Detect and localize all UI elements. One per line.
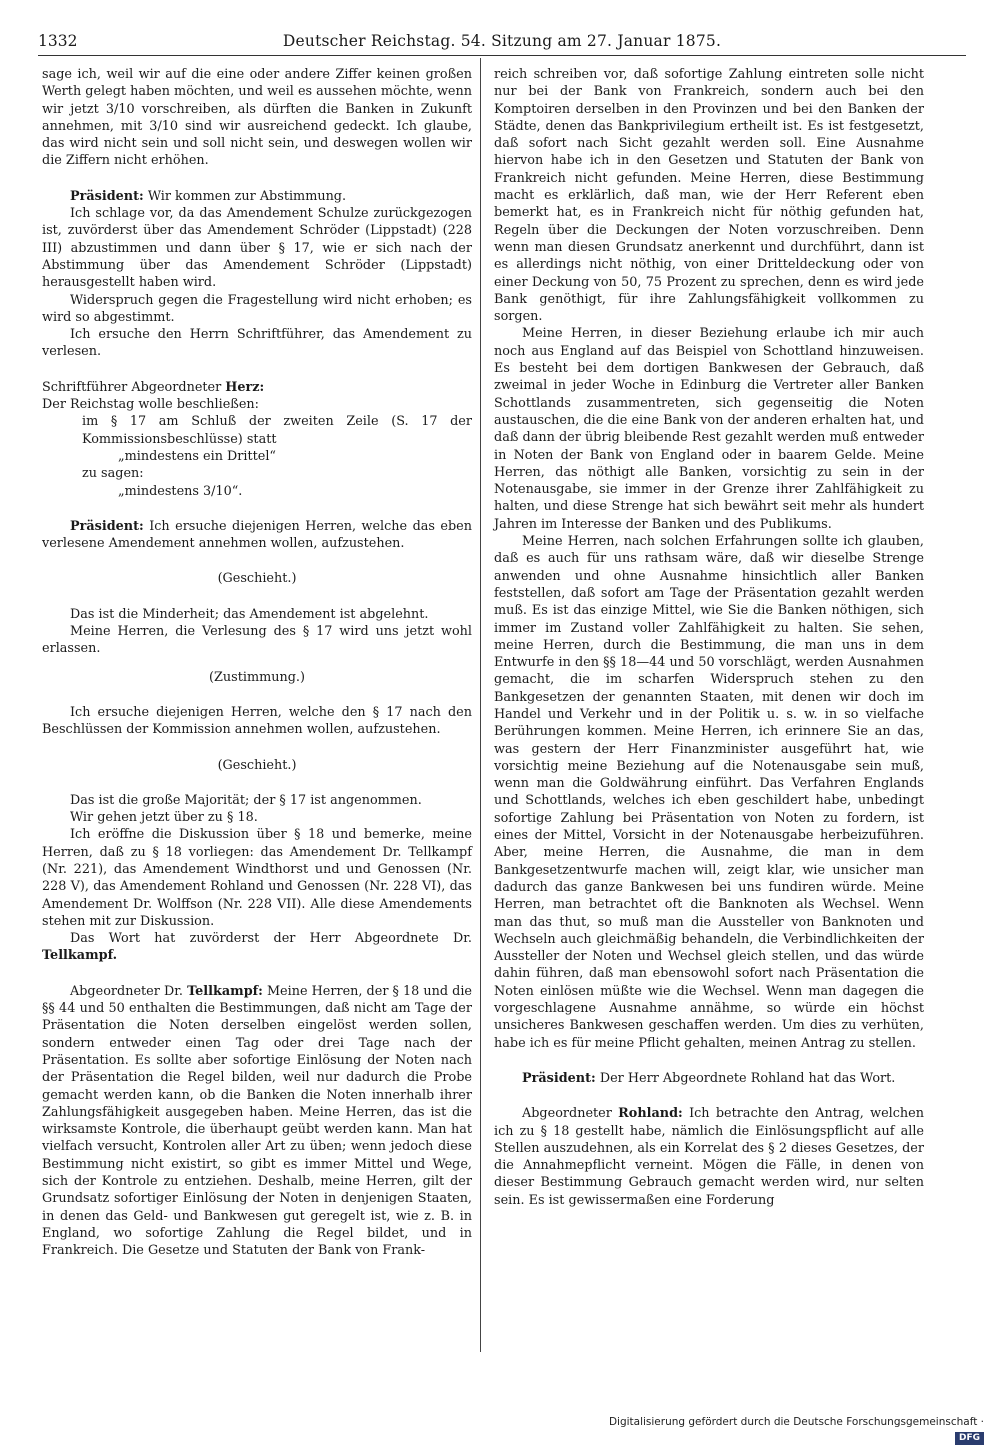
motion-line: „mindestens ein Drittel“ bbox=[118, 448, 276, 464]
credit-text: Digitalisierung gefördert durch die Deutsche Forschungsgemeinschaft · bbox=[608, 1416, 984, 1428]
paragraph: Ich schlage vor, da das Amendement Schulze zurückgezogen ist, zuvörderst über das Amendement Schröder (Lippstadt) (228 III) abzustimmen und dann über § 17, wie er sich nach der Abstimmung über das Amendement Schröder (Lippstadt) herausgestellt haben wird. bbox=[42, 206, 472, 291]
paragraph bbox=[42, 930, 472, 965]
speaker-name: Präsident: bbox=[522, 1070, 596, 1086]
paragraph bbox=[494, 1105, 924, 1209]
motion-line: Der Reichstag wolle beschließen: bbox=[42, 397, 259, 413]
speaker-name: Präsident: bbox=[70, 518, 144, 534]
speaker-name: Tellkampf: bbox=[187, 983, 263, 999]
digitization-credit bbox=[604, 1414, 984, 1443]
stage-direction: (Geschieht.) bbox=[217, 571, 297, 587]
paragraph: Wir gehen jetzt über zu § 18. bbox=[70, 810, 258, 826]
paragraph: Das ist die große Majorität; der § 17 ist angenommen. bbox=[70, 792, 422, 808]
speech-text: Ich betrachte den Antrag, welchen ich zu § 18 gestellt habe, nämlich die Einlösungspflicht auf alle Stellen auszudehnen, als ein Korrelat des § 2 dieses Gesetzes, der die Annahmepflicht verneint. Mögen die Fälle, in denen von dieser Bestimmung Gebrauch gemacht werden wird, nur selten sein. Es ist gewissermaßen eine Forderung bbox=[494, 1106, 924, 1208]
paragraph bbox=[42, 983, 472, 1260]
stage-direction: (Zustimmung.) bbox=[209, 669, 305, 685]
paragraph: sage ich, weil wir auf die eine oder andere Ziffer keinen großen Werth gelegt haben möchten, und weil es aussehen möchte, wenn wir jetzt 3/10 vorschreiben, als dürften die Banken in Zukunft annehmen, mit 3/10 sind wir ausreichend gedeckt. Ich glaube, das wird nicht sein und soll nicht sein, und deswegen wollen wir die Ziffern nicht erhöhen. bbox=[42, 67, 472, 169]
page-title: Deutscher Reichstag. 54. Sitzung am 27. Januar 1875. bbox=[282, 32, 722, 50]
speaker-title: Abgeordneter bbox=[522, 1106, 619, 1122]
motion-line: zu sagen: bbox=[82, 466, 144, 482]
paragraph bbox=[494, 1070, 924, 1087]
paragraph: Meine Herren, nach solchen Erfahrungen sollte ich glauben, daß es auch für uns rathsam wäre, daß wir dieselbe Strenge anwenden und ohne Ausnahme hinsichtlich aller Banken feststellen, daß sofort am Tage der Präsentation gezahlt werden muß. Es ist das einzige Mittel, wie Sie die Banken nöthigen, sich immer im Zustand voller Zahlfähigkeit zu halten. Sie sehen, meine Herren, durch die Bestimmung, die man uns in dem Entwurfe in den §§ 18—44 und 50 vorschlägt, werden Ausnahmen gemacht, die im scharfen Widerspruch stehen zu den Bankgesetzen der genannten Staaten, mit denen wir doch im Handel und Verkehr und in der Politik u. s. w. in so vielfache Berührungen kommen. Meine Herren, ich erinnere Sie an das, was gestern der Herr Finanzminister ausgeführt hat, wie vorsichtig meine Beziehung auf die Notenausgabe sein muß, wenn man die Goldwährung einführt. Das Verfahren Englands und Schottlands, welches ich eben geschildert habe, unbedingt sofortige Zahlung bei Präsentation von Noten zu fordern, ist eines der Mittel, Vorsicht in der Notenausgabe herbeizuführen. Aber, meine Herren, die Ausnahme, die man in dem Bankgesetzentwurfe machen will, zeigt klar, wie unsicher man dadurch das ganze Bankwesen bei uns fundiren würde. Meine Herren, man betrachtet oft die Banknoten als Wechsel. Wenn man das thut, so muß man die Aussteller von Banknoten und Wechseln auch gleichmäßig behandeln, die Verbindlichkeiten der Aussteller der Noten und Wechsel gleich stellen, und das würde dahin führen, daß man ebensowohl sofort nach Präsentation die Noten einlösen müßte wie die Wechsel. Wenn man dagegen die vorgeschlagene Ausnahme annähme, so würde ein höchst unsicheres Bankwesen geschaffen werden. Um dies zu verhüten, habe ich es für meine Pflicht gehalten, meinen Antrag zu stellen. bbox=[494, 534, 924, 1051]
speech-text: Das Wort hat zuvörderst der Herr Abgeordnete Dr. bbox=[70, 931, 472, 947]
column-divider bbox=[480, 58, 481, 1352]
speech-text: Wir kommen zur Abstimmung. bbox=[143, 188, 347, 204]
stage-direction: (Geschieht.) bbox=[217, 757, 297, 773]
paragraph: Meine Herren, die Verlesung des § 17 wird uns jetzt wohl erlassen. bbox=[42, 624, 472, 657]
speaker-title: Abgeordneter Dr. bbox=[70, 983, 188, 999]
left-column bbox=[42, 66, 472, 1260]
paragraph bbox=[42, 188, 472, 205]
motion-line: „mindestens 3/10“. bbox=[118, 483, 243, 499]
speech-text: Meine Herren, der § 18 und die §§ 44 und 50 enthalten die Bestimmungen, daß nicht am Tage der Präsentation die Noten derselben eingelöst werden sollen, sondern entweder einen Tag oder drei Tage nach der Präsentation. Es sollte aber sofortige Einlösung der Noten nach der Präsentation die Regel bilden, weil nur dadurch die Probe gemacht werden kann, ob die Banken die Noten innerhalb ihrer Zahlungsfähigkeit ausgegeben haben. Meine Herren, das ist die wirksamste Kontrole, die überhaupt geübt werden kann. Man hat vielfach versucht, Kontrolen aller Art zu üben; wenn jedoch diese Bestimmung nicht existirt, so gibt es immer Mittel und Wege, sich der Kontrole zu entziehen. Deshalb, meine Herren, gilt der Grundsatz sofortiger Einlösung der Noten in denjenigen Staaten, in denen das Geld- und Bankwesen gut geregelt ist, wie z. B. in England, wo sofortige Zahlung die Regel bildet, und in Frankreich. Die Gesetze und Statuten der Bank von Frank- bbox=[42, 983, 472, 1259]
paragraph: Widerspruch gegen die Fragestellung wird nicht erhoben; es wird so abgestimmt. bbox=[42, 292, 472, 325]
speech-text: Ich ersuche diejenigen Herren, welche das eben verlesene Amendement annehmen wollen, aufzustehen. bbox=[42, 518, 472, 552]
motion-heading bbox=[42, 379, 472, 396]
paragraph: Ich ersuche diejenigen Herren, welche den § 17 nach den Beschlüssen der Kommission annehmen wollen, aufzustehen. bbox=[42, 704, 472, 738]
paragraph bbox=[42, 518, 472, 553]
speaker-name: Präsident: bbox=[70, 188, 144, 204]
paragraph: Das ist die Minderheit; das Amendement ist abgelehnt. bbox=[70, 606, 429, 622]
paragraph: Ich eröffne die Diskussion über § 18 und bemerke, meine Herren, daß zu § 18 vorliegen: das Amendement Dr. Tellkampf (Nr. 221), das Amendement Windthorst und und Genossen (Nr. 228 V), das Amendement Rohland und Genossen (Nr. 228 VI), das Amendement Dr. Wolffson (Nr. 228 VII). Alle diese Amendements stehen mit zur Diskussion. bbox=[42, 827, 472, 929]
header-rule bbox=[38, 55, 966, 56]
motion-heading-label: Schriftführer Abgeordneter bbox=[42, 379, 226, 395]
motion-line: im § 17 am Schluß der zweiten Zeile (S. 17 der Kommissionsbeschlüsse) statt bbox=[82, 414, 472, 447]
paragraph: Meine Herren, in dieser Beziehung erlaube ich mir auch noch aus England auf das Beispiel von Schottland hinzuweisen. Es besteht bei dem dortigen Bankwesen der Gebrauch, daß zweimal in jeder Woche in Edinburg die Vertreter aller Banken Schottlands zusammentreten, sich gegenseitig die Noten austauschen, die die eine Bank von der anderen erhalten hat, und daß dann der übrig bleibende Rest gezahlt werden muß entweder in Noten der Bank von England oder in baarem Gelde. Meine Herren, das nöthigt alle Banken, vorsichtig zu sein in der Notenausgabe, sie immer in der Grenze ihrer Zahlfähigkeit zu halten, und diese Strenge hat sich bewährt seit mehr als hundert Jahren im Interesse der Banken und des Publikums. bbox=[494, 326, 924, 532]
page-header bbox=[38, 30, 966, 52]
speaker-name: Herz: bbox=[225, 379, 265, 395]
speaker-name: Tellkampf. bbox=[42, 948, 118, 964]
page-number: 1332 bbox=[38, 32, 78, 50]
speech-text: Der Herr Abgeordnete Rohland hat das Wort. bbox=[595, 1070, 896, 1086]
right-column bbox=[494, 66, 924, 1209]
speaker-name: Rohland: bbox=[618, 1106, 683, 1122]
paragraph: reich schreiben vor, daß sofortige Zahlung eintreten solle nicht nur bei der Bank von Frankreich, sondern auch bei den Komptoiren derselben in den Provinzen und bei den Banken der Städte, denen das Bankprivilegium ertheilt ist. Es ist festgesetzt, daß sofort nach Sicht gezahlt werden soll. Eine Ausnahme hiervon habe ich in den Gesetzen und Statuten der Bank von Frankreich nicht gefunden. Meine Herren, diese Bestimmung macht es erklärlich, daß man, wie der Herr Referent eben bemerkt hat, es in Frankreich nicht für nöthig gefunden hat, Regeln über die Deckungen der Noten vorzuschreiben. Denn wenn man diesen Grundsatz anerkennt und durchführt, dann ist es allerdings nicht nöthig, von einer Dritteldeckung oder von einer Deckung von 50, 75 Prozent zu sprechen, denn es wird jede Bank genöthigt, für ihre Zahlungsfähigkeit vollkommen zu sorgen. bbox=[494, 67, 924, 325]
paragraph: Ich ersuche den Herrn Schriftführer, das Amendement zu verlesen. bbox=[42, 327, 472, 360]
dfg-logo: DFG bbox=[955, 1432, 984, 1445]
